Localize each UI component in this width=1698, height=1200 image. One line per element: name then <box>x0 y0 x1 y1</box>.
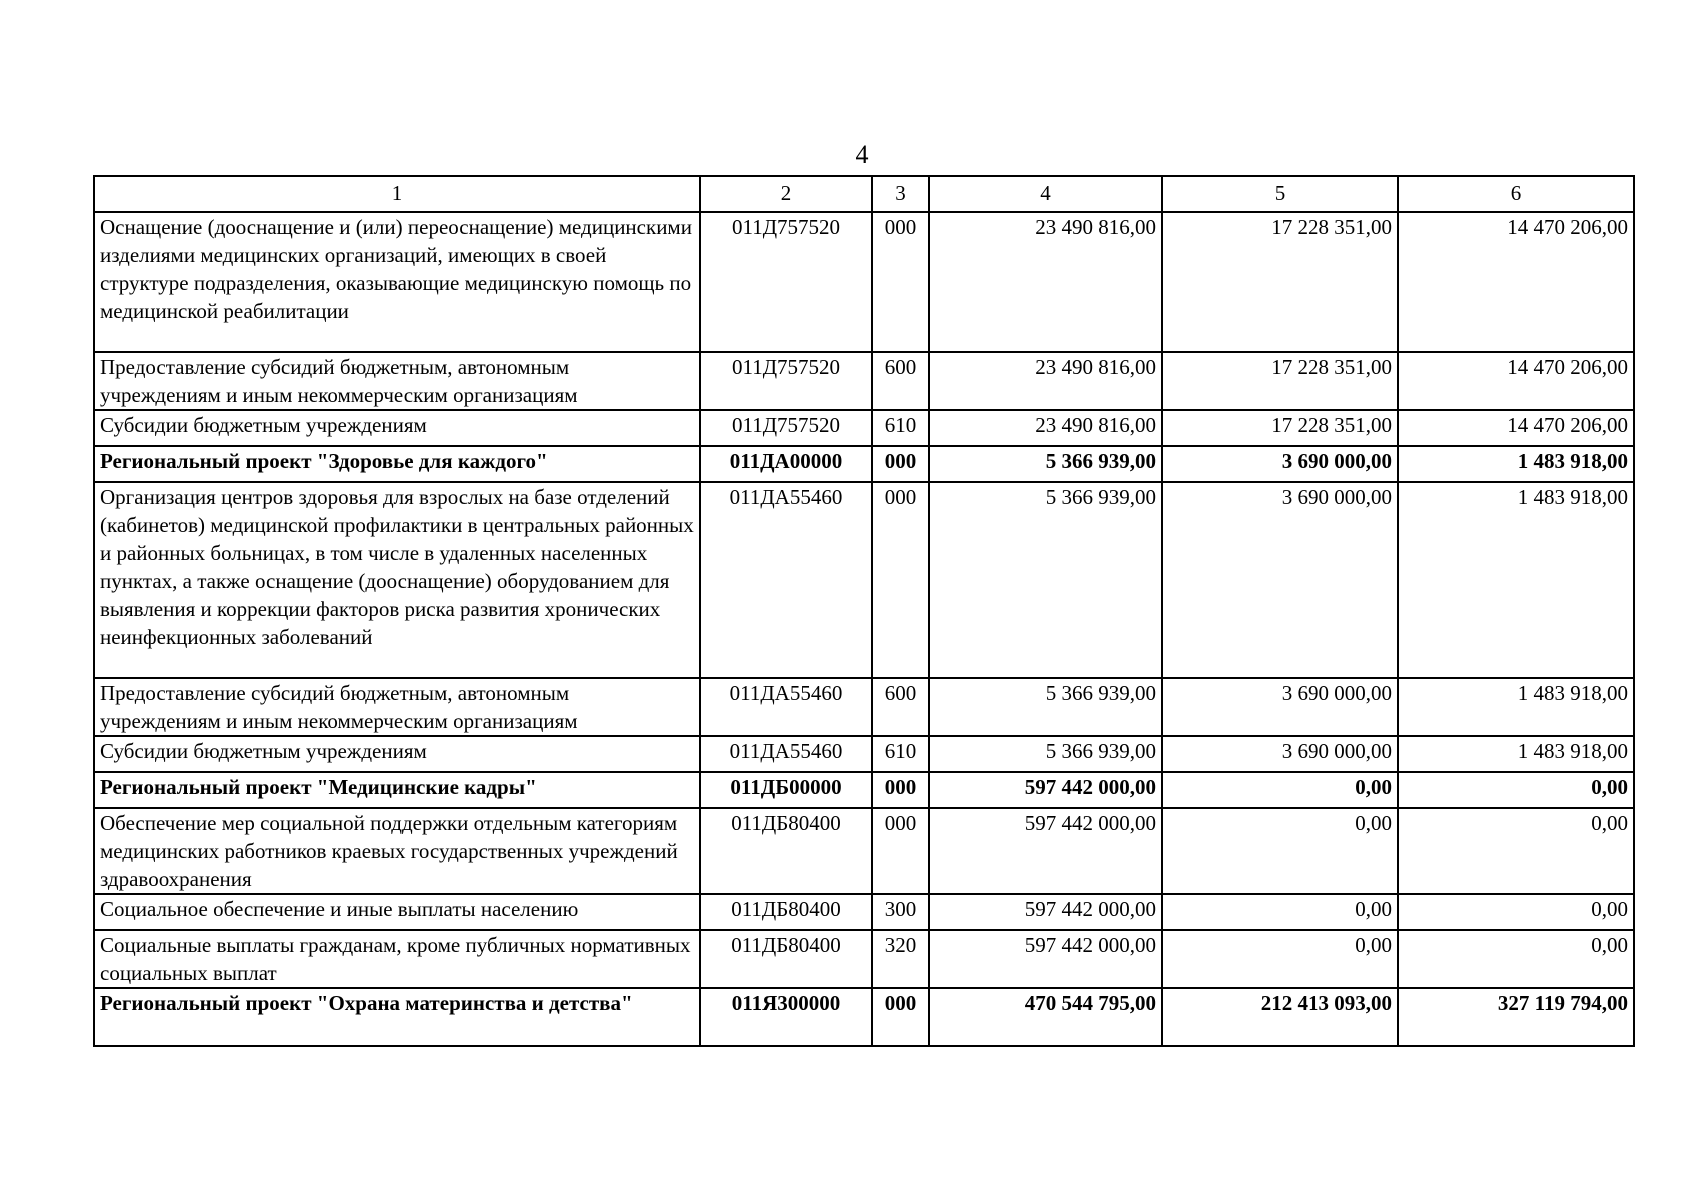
row-code: 011Д757520 <box>700 352 872 410</box>
row-value-5: 17 228 351,00 <box>1162 352 1398 410</box>
row-value-6: 0,00 <box>1398 772 1634 808</box>
row-value-5: 17 228 351,00 <box>1162 212 1398 352</box>
row-value-5: 3 690 000,00 <box>1162 736 1398 772</box>
row-value-6: 14 470 206,00 <box>1398 410 1634 446</box>
row-type: 000 <box>872 446 929 482</box>
row-value-6: 0,00 <box>1398 894 1634 930</box>
row-code: 011ДБ80400 <box>700 894 872 930</box>
row-value-4: 5 366 939,00 <box>929 482 1162 678</box>
row-code: 011ДБ80400 <box>700 930 872 988</box>
row-type: 000 <box>872 212 929 352</box>
row-value-6: 327 119 794,00 <box>1398 988 1634 1046</box>
table-row <box>94 352 1634 410</box>
row-code: 011ДБ00000 <box>700 772 872 808</box>
row-name: Оснащение (дооснащение и (или) переоснащение) медицинскими изделиями медицинских организаций, имеющих в своей структуре подразделения, оказывающие медицинскую помощь по медицинской реабилитации <box>94 212 700 352</box>
table-row <box>94 736 1634 772</box>
row-value-5: 3 690 000,00 <box>1162 446 1398 482</box>
table-row-project <box>94 446 1634 482</box>
row-value-4: 470 544 795,00 <box>929 988 1162 1046</box>
row-value-5: 0,00 <box>1162 930 1398 988</box>
row-value-6: 14 470 206,00 <box>1398 212 1634 352</box>
row-value-4: 5 366 939,00 <box>929 736 1162 772</box>
row-type: 320 <box>872 930 929 988</box>
row-code: 011Я300000 <box>700 988 872 1046</box>
row-value-4: 23 490 816,00 <box>929 212 1162 352</box>
row-name: Региональный проект "Медицинские кадры" <box>94 772 700 808</box>
page-number: 4 <box>855 140 869 169</box>
row-value-5: 0,00 <box>1162 808 1398 894</box>
row-type: 600 <box>872 678 929 736</box>
row-code: 011ДА55460 <box>700 482 872 678</box>
header-cell-1: 1 <box>94 176 700 212</box>
row-value-4: 597 442 000,00 <box>929 930 1162 988</box>
row-type: 610 <box>872 410 929 446</box>
table-row <box>94 678 1634 736</box>
row-code: 011ДА55460 <box>700 736 872 772</box>
row-value-5: 0,00 <box>1162 894 1398 930</box>
table-row <box>94 410 1634 446</box>
row-value-6: 1 483 918,00 <box>1398 446 1634 482</box>
row-name: Предоставление субсидий бюджетным, автономным учреждениям и иным некоммерческим организациям <box>94 352 700 410</box>
row-value-5: 0,00 <box>1162 772 1398 808</box>
row-type: 000 <box>872 482 929 678</box>
row-value-4: 597 442 000,00 <box>929 772 1162 808</box>
row-value-5: 3 690 000,00 <box>1162 678 1398 736</box>
row-value-6: 0,00 <box>1398 930 1634 988</box>
row-type: 000 <box>872 808 929 894</box>
row-value-4: 597 442 000,00 <box>929 894 1162 930</box>
table-header-row <box>94 176 1634 212</box>
row-type: 610 <box>872 736 929 772</box>
row-type: 300 <box>872 894 929 930</box>
row-value-6: 14 470 206,00 <box>1398 352 1634 410</box>
row-name: Субсидии бюджетным учреждениям <box>94 410 700 446</box>
header-cell-2: 2 <box>700 176 872 212</box>
row-code: 011Д757520 <box>700 212 872 352</box>
row-name: Предоставление субсидий бюджетным, автономным учреждениям и иным некоммерческим организациям <box>94 678 700 736</box>
row-name: Субсидии бюджетным учреждениям <box>94 736 700 772</box>
row-code: 011ДА55460 <box>700 678 872 736</box>
row-name: Региональный проект "Здоровье для каждого" <box>94 446 700 482</box>
header-cell-4: 4 <box>929 176 1162 212</box>
row-value-4: 5 366 939,00 <box>929 678 1162 736</box>
row-code: 011ДБ80400 <box>700 808 872 894</box>
table-row <box>94 894 1634 930</box>
row-type: 600 <box>872 352 929 410</box>
row-value-4: 5 366 939,00 <box>929 446 1162 482</box>
table-row <box>94 930 1634 988</box>
table-row-project <box>94 988 1634 1046</box>
row-value-5: 3 690 000,00 <box>1162 482 1398 678</box>
table-row-project <box>94 772 1634 808</box>
row-name: Социальное обеспечение и иные выплаты населению <box>94 894 700 930</box>
row-name: Региональный проект "Охрана материнства и детства" <box>94 988 700 1046</box>
header-cell-5: 5 <box>1162 176 1398 212</box>
budget-table <box>93 175 1635 1047</box>
table-row <box>94 482 1634 678</box>
row-name: Организация центров здоровья для взрослых на базе отделений (кабинетов) медицинской профилактики в центральных районных и районных больницах, в том числе в удаленных населенных пунктах, а также оснащение (дооснащение) оборудованием для выявления и коррекции факторов риска развития хронических неинфекционных заболеваний <box>94 482 700 678</box>
row-value-6: 1 483 918,00 <box>1398 736 1634 772</box>
row-code: 011ДА00000 <box>700 446 872 482</box>
row-type: 000 <box>872 988 929 1046</box>
row-name: Социальные выплаты гражданам, кроме публичных нормативных социальных выплат <box>94 930 700 988</box>
row-value-5: 17 228 351,00 <box>1162 410 1398 446</box>
row-value-6: 1 483 918,00 <box>1398 678 1634 736</box>
table-row <box>94 808 1634 894</box>
row-value-4: 23 490 816,00 <box>929 352 1162 410</box>
table-row <box>94 212 1634 352</box>
header-cell-3: 3 <box>872 176 929 212</box>
row-name: Обеспечение мер социальной поддержки отдельным категориям медицинских работников краевых государственных учреждений здравоохранения <box>94 808 700 894</box>
row-value-6: 0,00 <box>1398 808 1634 894</box>
row-value-6: 1 483 918,00 <box>1398 482 1634 678</box>
row-value-4: 597 442 000,00 <box>929 808 1162 894</box>
header-cell-6: 6 <box>1398 176 1634 212</box>
row-value-4: 23 490 816,00 <box>929 410 1162 446</box>
row-type: 000 <box>872 772 929 808</box>
row-code: 011Д757520 <box>700 410 872 446</box>
row-value-5: 212 413 093,00 <box>1162 988 1398 1046</box>
